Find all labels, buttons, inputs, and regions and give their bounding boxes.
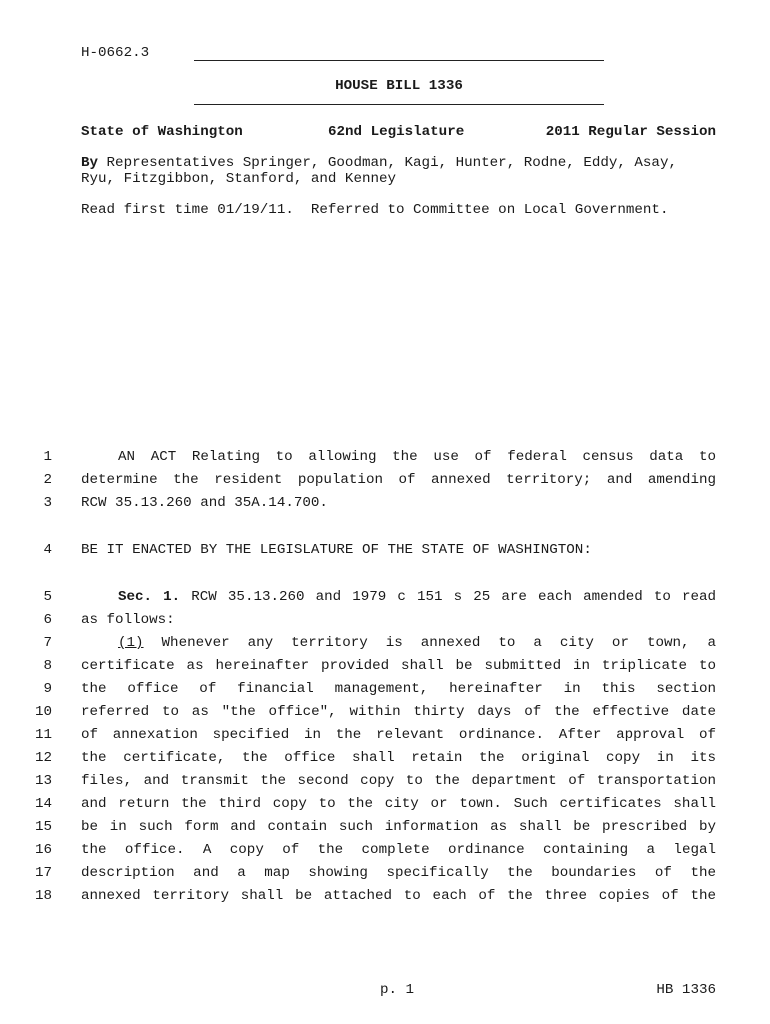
body-line: description and a map showing specifically the boundaries of the xyxy=(81,865,716,881)
line-number: 8 xyxy=(43,658,52,674)
line-number: 4 xyxy=(43,542,52,558)
section-label: Sec. 1. xyxy=(118,589,181,605)
body-line: as follows: xyxy=(81,612,175,628)
bill-reference: HB 1336 xyxy=(656,982,716,998)
sponsors-text-1: Representatives Springer, Goodman, Kagi, Hunter, Rodne, Eddy, Asay, xyxy=(106,155,677,171)
line-number: 17 xyxy=(34,865,52,881)
body-line: annexed territory shall be attached to each of the three copies of the xyxy=(81,888,716,904)
body-line: RCW 35.13.260 and 35A.14.700. xyxy=(81,495,328,511)
body-line: RCW 35.13.260 and 1979 c 151 s 25 are each amended to read xyxy=(191,589,716,605)
session-label: 2011 Regular Session xyxy=(545,124,716,140)
body-line: certificate as hereinafter provided shall be submitted in triplicate to xyxy=(81,658,716,674)
body-line: of annexation specified in the relevant ordinance. After approval of xyxy=(81,727,716,743)
sponsors-line-1 xyxy=(81,155,677,171)
line-number: 6 xyxy=(43,612,52,628)
line-number: 2 xyxy=(43,472,52,488)
line-number: 18 xyxy=(34,888,52,904)
line-number: 14 xyxy=(34,796,52,812)
document-id: H-0662.3 xyxy=(81,45,150,61)
line-number: 15 xyxy=(34,819,52,835)
body-line: and return the third copy to the city or town. Such certificates shall xyxy=(81,796,716,812)
line-number: 3 xyxy=(43,495,52,511)
line-number: 10 xyxy=(34,704,52,720)
state-label: State of Washington xyxy=(81,124,243,140)
enacting-clause: BE IT ENACTED BY THE LEGISLATURE OF THE STATE OF WASHINGTON: xyxy=(81,542,592,558)
line-number: 13 xyxy=(34,773,52,789)
header-rule-top xyxy=(194,60,604,61)
body-line: Whenever any territory is annexed to a city or town, a xyxy=(161,635,717,651)
page-number: p. 1 xyxy=(380,982,415,998)
body-line: AN ACT Relating to allowing the use of federal census data to xyxy=(118,449,716,465)
legislature-label: 62nd Legislature xyxy=(328,124,465,140)
subsection-label: (1) xyxy=(118,635,144,651)
body-line: referred to as "the office", within thirty days of the effective date xyxy=(81,704,716,720)
body-line: the certificate, the office shall retain the original copy in its xyxy=(81,750,716,766)
section-heading-line xyxy=(81,589,716,605)
line-number: 5 xyxy=(43,589,52,605)
body-line: files, and transmit the second copy to the department of transportation xyxy=(81,773,716,789)
by-label: By xyxy=(81,155,99,171)
line-number: 11 xyxy=(34,727,52,743)
bill-title: HOUSE BILL 1336 xyxy=(335,78,463,94)
body-line: the office. A copy of the complete ordinance containing a legal xyxy=(81,842,716,858)
line-number: 1 xyxy=(43,449,52,465)
line-number: 7 xyxy=(43,635,52,651)
read-first-line: Read first time 01/19/11. Referred to Committee on Local Government. xyxy=(81,202,669,218)
header-rule-bottom xyxy=(194,104,604,105)
body-line: determine the resident population of annexed territory; and amending xyxy=(81,472,716,488)
line-number: 9 xyxy=(43,681,52,697)
body-line: be in such form and contain such information as shall be prescribed by xyxy=(81,819,716,835)
line-number: 16 xyxy=(34,842,52,858)
body-line: the office of financial management, hereinafter in this section xyxy=(81,681,716,697)
subsection-line xyxy=(81,635,716,651)
sponsors-line-2: Ryu, Fitzgibbon, Stanford, and Kenney xyxy=(81,171,397,187)
line-number: 12 xyxy=(34,750,52,766)
